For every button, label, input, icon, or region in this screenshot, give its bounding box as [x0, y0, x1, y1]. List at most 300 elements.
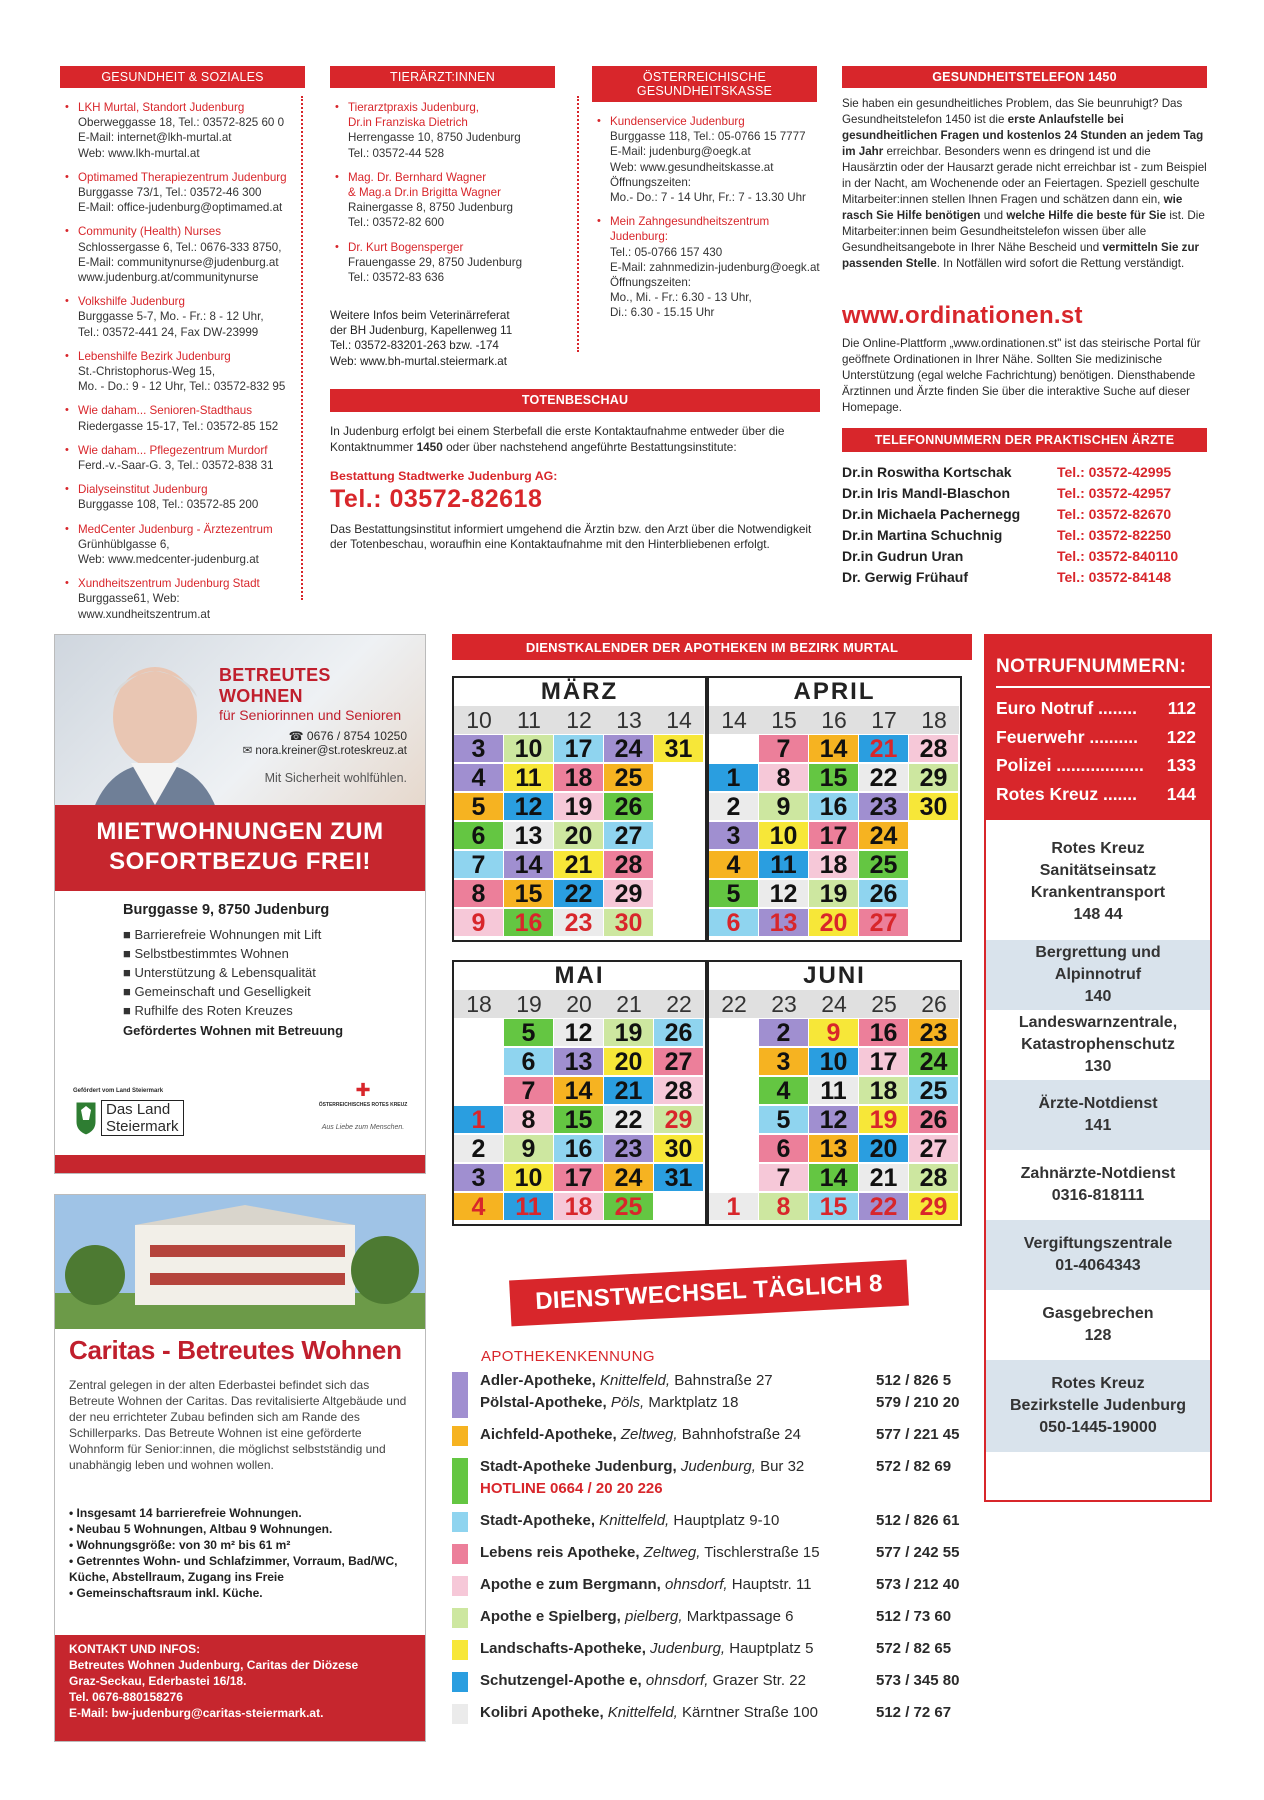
calendar-day: 18	[554, 1193, 603, 1220]
calendar-day: 15	[504, 880, 553, 907]
divider	[301, 96, 303, 600]
entry-title: Kundenservice Judenburg	[610, 115, 745, 128]
calendar-day: 7	[504, 1077, 553, 1104]
ad1-features	[123, 925, 321, 1020]
emergency-line: 130	[1084, 1058, 1112, 1075]
emergency-number[interactable]: 144	[1166, 783, 1196, 804]
pharmacy-title: Kolibri Apotheke,	[480, 1704, 604, 1721]
entry-line: Öffnungszeiten:	[610, 276, 691, 290]
pharmacy-street: Kärntner Straße 100	[677, 1704, 818, 1721]
calendar-day: 16	[554, 1135, 603, 1162]
calendar-day: 15	[809, 764, 858, 791]
emergency-line: 141	[1084, 1117, 1112, 1134]
month-name: MÄRZ	[540, 678, 619, 705]
notruf-header: NOTRUFNUMMERN:	[996, 656, 1187, 677]
pharmacy-phone[interactable]: 572 / 82 69	[876, 1458, 952, 1475]
entry-title: Mein Zahngesundheitszentrum	[610, 215, 770, 229]
legend-row	[452, 1456, 972, 1478]
entry-line: Tel.: 03572-441 24, Fax DW-23999	[78, 325, 259, 339]
pharmacy-street: Hauptplatz 5	[725, 1640, 814, 1657]
doctor-phone[interactable]: Tel.: 03572-82670	[1057, 506, 1172, 522]
header-praktische-aerzte: TELEFONNUMMERN DER PRAKTISCHEN ÄRZTE	[842, 428, 1207, 452]
text-run: vermitteln Sie zur passenden Stelle	[842, 241, 1200, 270]
calendar-day: 28	[909, 1164, 958, 1191]
doctor-name: Dr.in Iris Mandl-Blaschon	[842, 485, 1011, 501]
list-item	[592, 114, 837, 205]
list-item	[60, 100, 310, 161]
text-run: und	[980, 209, 1007, 222]
emergency-number[interactable]: 122	[1166, 726, 1196, 747]
calendar-day: 18	[554, 764, 603, 791]
calendar-day: 17	[554, 1164, 603, 1191]
entry-line: E-Mail: judenburg@oegk.at	[610, 145, 751, 159]
calendar-day: 7	[454, 851, 503, 878]
calendar-day: 31	[654, 735, 703, 762]
calendar-day: 30	[909, 793, 958, 820]
ad-caritas	[54, 1194, 426, 1742]
calendar-day: 5	[709, 880, 758, 907]
list-item	[60, 443, 310, 473]
bullet-icon: •	[335, 101, 339, 113]
doctor-name: Dr. Gerwig Frühauf	[842, 569, 969, 585]
entry-line: Web: www.medcenter-judenburg.at	[78, 553, 259, 567]
calendar-day: 4	[759, 1077, 808, 1104]
calendar-day: 2	[709, 793, 758, 820]
calendar-day: 24	[909, 1048, 958, 1075]
entry-line: E-Mail: zahnmedizin-judenburg@oegk.at	[610, 260, 820, 274]
doctor-row	[842, 462, 1207, 483]
emergency-name: Rotes Kreuz .......	[996, 783, 1137, 804]
calendar-day: 11	[504, 1193, 553, 1220]
calendar-day: 3	[454, 1164, 503, 1191]
legend-row	[452, 1702, 972, 1724]
pharmacy-title: Stadt-Apotheke Judenburg,	[480, 1458, 677, 1475]
ad1-address: Burggasse 9, 8750 Judenburg	[123, 902, 330, 918]
doctor-phone[interactable]: Tel.: 03572-84148	[1057, 569, 1172, 585]
header-oegk: ÖSTERREICHISCHE GESUNDHEITSKASSE	[592, 66, 817, 102]
calendar-day: 19	[809, 880, 858, 907]
calendar-day: 13	[554, 1048, 603, 1075]
entry-line: Burggasse 118, Tel.: 05-0766 15 7777	[610, 130, 806, 144]
legend-row	[452, 1510, 972, 1532]
calendar-day: 23	[554, 909, 603, 936]
emergency-line: Katastrophenschutz	[1021, 1036, 1175, 1053]
doctor-name: Dr.in Martina Schuchnig	[842, 527, 1003, 543]
vet-line: Tel.: 03572-83201-263 bzw. -174	[330, 339, 499, 353]
calendar-day: 16	[859, 1019, 908, 1046]
pharmacy-phone[interactable]: 512 / 72 67	[876, 1704, 952, 1721]
pharmacy-town: Judenburg,	[645, 1640, 726, 1657]
ad2-features	[69, 1505, 414, 1601]
gesundheitstelefon-text	[842, 96, 1207, 272]
calendar-month	[452, 676, 707, 942]
feature-item: ■ Unterstützung & Lebensqualität	[123, 965, 316, 980]
pharmacy-name	[480, 1702, 818, 1724]
week-number: 15	[759, 706, 809, 734]
pharmacy-street: Tischlerstraße 15	[700, 1544, 820, 1561]
pharmacy-street: Hauptplatz 9-10	[669, 1512, 780, 1529]
entry-line: Web: www.gesundheitskasse.at	[610, 160, 774, 174]
pharmacy-title: Pölstal-Apotheke,	[480, 1394, 607, 1411]
ordinationen-link[interactable]: www.ordinationen.st	[842, 302, 1083, 329]
ad1-email[interactable]: ✉ nora.kreiner@st.roteskreuz.at	[242, 745, 407, 757]
calendar-day: 1	[709, 764, 758, 791]
calendar-day: 21	[859, 735, 908, 762]
calendar-day: 15	[554, 1106, 603, 1133]
entry-line: Tel.: 03572-83 636	[348, 271, 445, 285]
calendar-day: 9	[759, 793, 808, 820]
emergency-line: Sanitätseinsatz	[1039, 862, 1157, 879]
calendar-day: 10	[809, 1048, 858, 1075]
calendar-day: 25	[604, 1193, 653, 1220]
entry-line: Oberweggasse 18, Tel.: 03572-825 60 0	[78, 116, 285, 130]
list-item	[60, 170, 310, 216]
calendar-day: 14	[504, 851, 553, 878]
entry-line: Mo., Mi. - Fr.: 6.30 - 13 Uhr,	[610, 291, 752, 305]
ad1-banner: MIETWOHNUNGEN ZUM SOFORTBEZUG FREI!	[55, 805, 425, 891]
calendar-day: 24	[604, 1164, 653, 1191]
calendar-day: 22	[859, 1193, 908, 1220]
doctor-row	[842, 567, 1207, 588]
emergency-line: 050-1445-19000	[1039, 1419, 1157, 1436]
calendar-day: 2	[454, 1135, 503, 1162]
entry-line: Mo. - Do.: 9 - 12 Uhr, Tel.: 03572-832 95	[78, 380, 286, 394]
list-item	[60, 522, 310, 568]
entry-title: Volkshilfe Judenburg	[78, 295, 185, 309]
ad1-slogan: Mit Sicherheit wohlfühlen.	[264, 771, 407, 785]
emergency-line: Rotes Kreuz	[1051, 840, 1145, 857]
bestattung-label: Bestattung Stadtwerke Judenburg AG:	[330, 468, 558, 483]
calendar-day: 27	[859, 909, 908, 936]
doctor-row	[842, 504, 1207, 525]
calendar-day: 29	[909, 764, 958, 791]
entry-line: E-Mail: communitynurse@judenburg.at	[78, 255, 279, 269]
entry-title: Community (Health) Nurses	[78, 225, 222, 239]
calendar-day: 20	[859, 1135, 908, 1162]
tieraerzte-list	[330, 100, 570, 294]
entry-line: Schlossergasse 6, Tel.: 0676-333 8750,	[78, 240, 282, 254]
emergency-number[interactable]: 112	[1167, 698, 1196, 718]
legend-row	[452, 1638, 972, 1660]
calendar-day: 17	[809, 822, 858, 849]
pharmacy-town: Knittelfeld,	[595, 1372, 671, 1389]
calendar-day: 14	[809, 1164, 858, 1191]
entry-title: Tierarztpraxis Judenburg,	[348, 101, 480, 114]
calendar-day: 5	[504, 1019, 553, 1046]
ad2-contact: KONTAKT UND INFOS: Betreutes Wohnen Judenburg, Caritas der Diözese Graz-Seckau, Ederbastei 16/18. Tel. 0676-880158276 E-Mail: bw-judenburg@caritas-steiermark.at.	[55, 1635, 425, 1741]
emergency-line: Zahnärzte-Notdienst	[1020, 1165, 1176, 1182]
calendar-day: 17	[859, 1048, 908, 1075]
emergency-box	[986, 1080, 1210, 1150]
entry-line: Herrengasse 10, 8750 Judenburg	[348, 131, 521, 145]
calendar-day: 23	[909, 1019, 958, 1046]
entry-line: Tel.: 03572-44 528	[348, 146, 445, 160]
pharmacy-town: ohnsdorf,	[660, 1576, 728, 1593]
legend-row	[452, 1370, 972, 1392]
week-number: 11	[504, 706, 554, 734]
legend-row	[452, 1670, 972, 1692]
entry-title: MedCenter Judenburg - Ärztezentrum	[78, 522, 273, 536]
doctor-phone[interactable]: Tel.: 03572-82250	[1057, 527, 1172, 543]
calendar-day: 22	[859, 764, 908, 791]
pharmacy-name	[480, 1670, 806, 1692]
vet-line: Weitere Infos beim Veterinärreferat	[330, 309, 510, 322]
pharmacy-phone[interactable]: 577 / 242 55	[876, 1544, 960, 1561]
calendar-day: 28	[604, 851, 653, 878]
pharmacy-name	[480, 1606, 793, 1628]
calendar-day: 9	[504, 1135, 553, 1162]
pharmacy-phone[interactable]: 579 / 210 20	[876, 1394, 960, 1411]
pharmacy-phone[interactable]: 512 / 826 61	[876, 1512, 960, 1529]
text-run: erreichbar. Besonders wenn es dringend ist und die Hausärztin oder der Hausarzt gerade nicht erreichbar ist - zum Beispiel in der Nacht, am Wochenende oder an Feiertagen. Speziell geschulte Mitarbeiter:innen stellen Ihnen Fragen und schätzen dann ein,	[842, 145, 1207, 206]
pharmacy-town: Knittelfeld,	[595, 1512, 670, 1529]
week-number: 10	[454, 706, 504, 734]
week-number: 23	[759, 990, 809, 1018]
pharmacy-town: Zeltweg,	[616, 1426, 678, 1443]
feature-item: ■ Rufhilfe des Roten Kreuzes	[123, 1003, 293, 1018]
totenbeschau-intro: In Judenburg erfolgt bei einem Sterbefall die erste Kontaktaufnahme entweder über die Kontaktnummer 1450 oder über nachstehend angeführte Bestattungsinstitute:	[330, 424, 785, 454]
calendar-day: 22	[554, 880, 603, 907]
oegk-list	[592, 114, 837, 330]
pharmacy-street: Bur 32	[755, 1458, 805, 1475]
week-number: 12	[554, 706, 604, 734]
calendar-day: 28	[909, 735, 958, 762]
notruf-rule	[996, 686, 1210, 688]
legend-row	[452, 1424, 972, 1446]
list-item	[60, 224, 310, 285]
ad1-title: BETREUTES WOHNEN	[219, 665, 331, 706]
legend-row	[452, 1542, 972, 1564]
calendar-day: 18	[859, 1077, 908, 1104]
week-number: 14	[654, 706, 704, 734]
emergency-line: 128	[1084, 1327, 1112, 1344]
calendar-day: 10	[504, 1164, 553, 1191]
pharmacy-town: pielberg,	[620, 1608, 683, 1625]
entry-line: Tel.: 05-0766 157 430	[610, 245, 723, 259]
calendar-day: 4	[709, 851, 758, 878]
week-number: 14	[709, 706, 759, 734]
pharmacy-phone[interactable]: 512 / 73 60	[876, 1608, 952, 1625]
header-gesundheit-soziales: GESUNDHEIT & SOZIALES	[60, 66, 305, 88]
calendar-day: 2	[759, 1019, 808, 1046]
bullet-icon: •	[65, 295, 69, 308]
feature-item: • Insgesamt 14 barrierefreie Wohnungen.	[69, 1506, 302, 1520]
entry-line: www.judenburg.at/communitynurse	[78, 271, 259, 285]
emergency-box	[986, 1220, 1210, 1290]
calendar-day: 7	[759, 735, 808, 762]
calendar-day: 29	[909, 1193, 958, 1220]
calendar-day: 13	[759, 909, 808, 936]
emergency-line: Krankentransport	[1030, 884, 1166, 901]
pharmacy-phone[interactable]: 512 / 826 5	[876, 1372, 952, 1389]
entry-line: Riedergasse 15-17, Tel.: 03572-85 152	[78, 419, 279, 433]
doctor-phone[interactable]: Tel.: 03572-42957	[1057, 485, 1172, 501]
pharmacy-name	[480, 1370, 773, 1392]
emergency-row	[996, 694, 1196, 723]
text-run: erste Anlaufstelle bei gesundheitlichen Fragen und kostenlos 24 Stunden an jedem Tag im Jahr	[842, 113, 1204, 158]
doctor-phone[interactable]: Tel.: 03572-840110	[1057, 548, 1179, 564]
emergency-line: 140	[1084, 988, 1112, 1005]
calendar-day: 26	[859, 880, 908, 907]
entry-line: Di.: 6.30 - 15.15 Uhr	[610, 306, 715, 320]
emergency-number[interactable]: 133	[1166, 755, 1196, 775]
calendar-day: 20	[554, 822, 603, 849]
contact-line: Graz-Seckau, Ederbastei 16/18.	[69, 1674, 247, 1688]
pharmacy-phone[interactable]: 572 / 82 65	[876, 1640, 952, 1657]
ordinationen-text: Die Online-Plattform „www.ordinationen.st" ist das steirische Portal für geöffnete Ordinationen in Ihrer Nähe. Sollten Sie medizinische Unterstützung (egal welche Fachrichtung) benötigen. Diensthabende Ärztinnen und Ärzte finden Sie über die interaktive Suche auf dieser Homepage.	[842, 337, 1201, 414]
emergency-box	[986, 824, 1210, 940]
pharmacy-title: Apothe e Spielberg,	[480, 1608, 621, 1625]
calendar-day: 17	[554, 735, 603, 762]
feature-item: ■ Barrierefreie Wohnungen mit Lift	[123, 927, 322, 942]
calendar-day: 5	[759, 1106, 808, 1133]
doctor-phone[interactable]: Tel.: 03572-42995	[1057, 464, 1172, 480]
legend-row	[452, 1392, 972, 1414]
emergency-line: Alpinnotruf	[1054, 966, 1142, 983]
calendar-day: 24	[604, 735, 653, 762]
veterinaer-info	[330, 308, 570, 369]
emergency-line: Gasgebrechen	[1042, 1305, 1154, 1322]
calendar-day: 12	[504, 793, 553, 820]
calendar-day: 15	[809, 1193, 858, 1220]
calendar-day: 20	[809, 909, 858, 936]
ad1-phone[interactable]: ☎ 0676 / 8754 10250	[288, 729, 407, 743]
calendar-day: 30	[604, 909, 653, 936]
calendar-month	[452, 960, 707, 1226]
emergency-box	[986, 1150, 1210, 1220]
calendar-day: 9	[809, 1019, 858, 1046]
calendar-day: 6	[454, 822, 503, 849]
pharmacy-title: Landschafts-Apotheke,	[480, 1640, 646, 1657]
entry-title: Wie daham... Pflegezentrum Murdorf	[78, 443, 268, 457]
pharmacy-title: Stadt-Apotheke,	[480, 1512, 596, 1529]
calendar-day: 19	[859, 1106, 908, 1133]
calendar-day: 12	[554, 1019, 603, 1046]
doctor-name: Dr.in Roswitha Kortschak	[842, 464, 1012, 480]
entry-line: Burggasse 73/1, Tel.: 03572-46 300	[78, 186, 262, 200]
calendar-day: 1	[454, 1106, 503, 1133]
pharmacy-street: Hauptstr. 11	[727, 1576, 812, 1593]
entry-title: Judenburg:	[610, 230, 669, 244]
bullet-icon: •	[335, 240, 339, 253]
list-item	[592, 214, 837, 320]
land-steiermark-logo: Das Land Steiermark	[73, 1100, 184, 1136]
week-number: 19	[504, 990, 554, 1018]
entry-line: Ferd.-v.-Saar-G. 3, Tel.: 03572-838 31	[78, 459, 274, 473]
bullet-icon: •	[65, 577, 69, 590]
calendar-day: 5	[454, 793, 503, 820]
entry-line: Öffnungszeiten:	[610, 175, 691, 189]
entry-line: Burggasse 5-7, Mo. - Fr.: 8 - 12 Uhr,	[78, 310, 264, 324]
emergency-name: Polizei ..................	[996, 755, 1144, 775]
entry-line: St.-Christophorus-Weg 15,	[78, 365, 216, 379]
pharmacy-title: Schutzengel-Apothe e,	[480, 1672, 642, 1689]
calendar-day: 12	[759, 880, 808, 907]
calendar-day: 28	[654, 1077, 703, 1104]
entry-line: Grünhüblgasse 6,	[78, 537, 170, 551]
pharmacy-phone[interactable]: 573 / 212 40	[876, 1576, 960, 1593]
calendar-day: 14	[809, 735, 858, 762]
calendar-day: 14	[554, 1077, 603, 1104]
calendar-day: 8	[504, 1106, 553, 1133]
list-item	[60, 349, 310, 395]
calendar-day: 8	[454, 880, 503, 907]
emergency-line: Bergrettung und	[1035, 944, 1161, 961]
calendar-day: 11	[809, 1077, 858, 1104]
calendar-day: 16	[809, 793, 858, 820]
pharmacy-phone[interactable]: 573 / 345 80	[876, 1672, 960, 1689]
emergency-box	[986, 940, 1210, 1010]
ad1-footer: Gefördertes Wohnen mit Betreuung	[123, 1023, 344, 1038]
bullet-icon: •	[335, 170, 339, 183]
calendar-day: 29	[604, 880, 653, 907]
calendar-day: 11	[504, 764, 553, 791]
calendar-day: 3	[454, 735, 503, 762]
emergency-row	[996, 723, 1196, 752]
pharmacy-name	[480, 1510, 779, 1532]
list-item	[330, 170, 570, 231]
contact-line: E-Mail: bw-judenburg@caritas-steiermark.at.	[69, 1706, 324, 1720]
entry-line: E-Mail: internet@lkh-murtal.at	[78, 131, 232, 145]
calendar-day: 3	[709, 822, 758, 849]
list-item	[330, 240, 570, 286]
bestattung-phone[interactable]: Tel.: 03572-82618	[330, 484, 543, 513]
calendar-day: 25	[909, 1077, 958, 1104]
bullet-icon: •	[65, 404, 69, 417]
emergency-line: 148 44	[1073, 906, 1123, 923]
emergency-row	[996, 751, 1196, 780]
emergency-name: Feuerwehr ..........	[996, 726, 1138, 747]
entry-line: E-Mail: office-judenburg@optimamed.at	[78, 201, 283, 215]
week-number: 17	[859, 706, 909, 734]
pharmacy-street: Bahnstraße 27	[670, 1372, 773, 1389]
entry-line: Mo.- Do.: 7 - 14 Uhr, Fr.: 7 - 13.30 Uhr	[610, 191, 806, 205]
list-item	[60, 403, 310, 433]
legend-row	[452, 1478, 972, 1500]
week-number: 26	[909, 990, 959, 1018]
pharmacy-name	[480, 1574, 812, 1596]
pharmacy-title: Adler-Apotheke,	[480, 1372, 596, 1389]
list-item	[60, 294, 310, 340]
calendar-day: 6	[504, 1048, 553, 1075]
calendar-day: 27	[654, 1048, 703, 1075]
pharmacy-name	[480, 1638, 813, 1660]
pharmacy-title: Lebens reis Apotheke,	[480, 1544, 640, 1561]
calendar-month	[707, 676, 962, 942]
pharmacy-phone[interactable]: 577 / 221 45	[876, 1426, 960, 1443]
emergency-line: 0316-818111	[1051, 1187, 1145, 1204]
calendar-day: 16	[504, 909, 553, 936]
week-number: 22	[654, 990, 704, 1018]
list-item	[330, 100, 570, 161]
calendar-day: 20	[604, 1048, 653, 1075]
contact-line: Betreutes Wohnen Judenburg, Caritas der Diözese	[69, 1658, 359, 1672]
ad-betreutes-wohnen	[54, 634, 426, 1174]
apothekenkennung-header: APOTHEKENKENNUNG	[481, 1348, 655, 1365]
calendar-day: 10	[759, 822, 808, 849]
calendar-day: 6	[759, 1135, 808, 1162]
hotline[interactable]: HOTLINE 0664 / 20 20 226	[480, 1480, 663, 1497]
calendar-day: 31	[654, 1164, 703, 1191]
emergency-line: 01-4064343	[1055, 1257, 1141, 1274]
ad1-funding: Gefördert vom Land Steiermark	[73, 1088, 164, 1094]
calendar-day: 26	[654, 1019, 703, 1046]
entry-title: Lebenshilfe Bezirk Judenburg	[78, 349, 231, 363]
pharmacy-town: Pöls,	[606, 1394, 645, 1411]
week-number: 16	[809, 706, 859, 734]
calendar-day: 4	[454, 1193, 503, 1220]
calendar-day: 7	[759, 1164, 808, 1191]
